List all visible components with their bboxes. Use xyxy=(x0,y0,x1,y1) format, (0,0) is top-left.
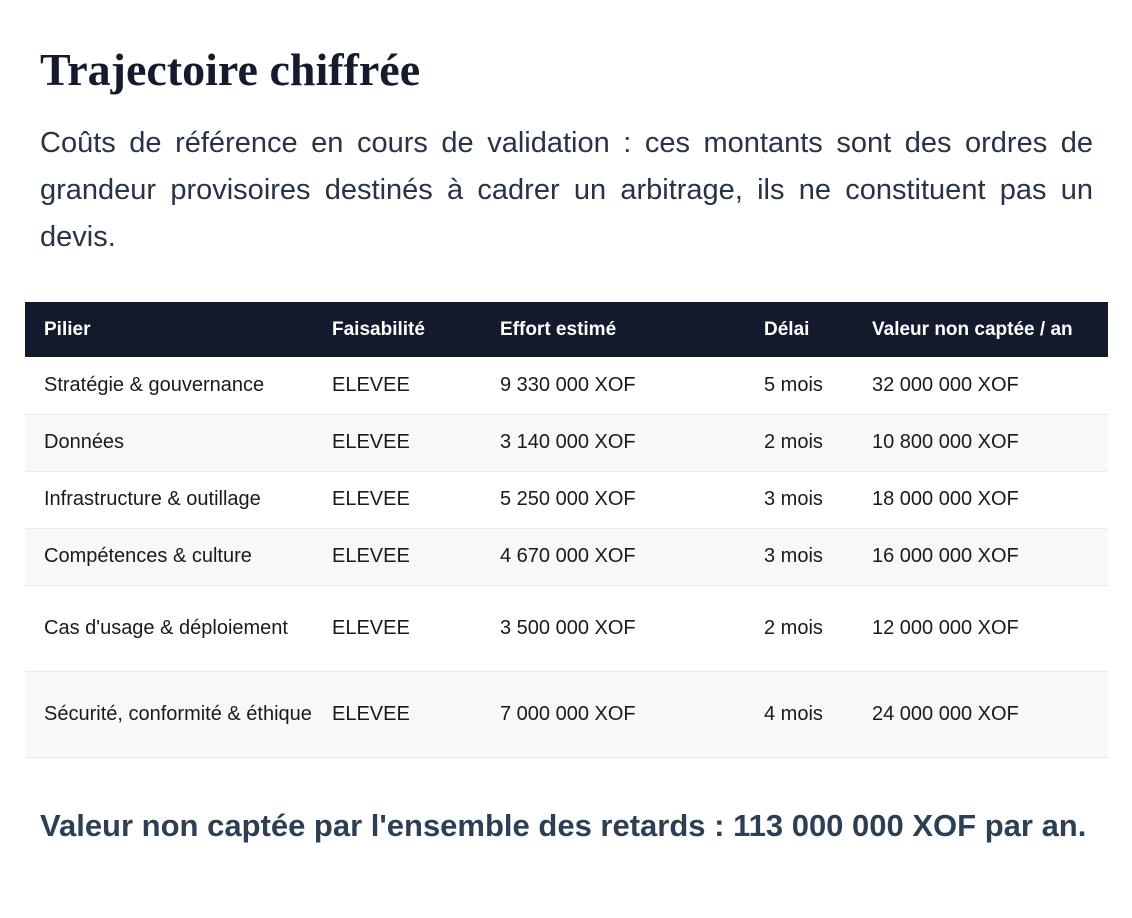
cell-faisabilite: ELEVEE xyxy=(313,414,481,471)
intro-paragraph: Coûts de référence en cours de validation : ces montants sont des ordres de grandeur provisoires destinés à cadrer un arbitrage, ils ne constituent pas un devis. xyxy=(40,127,1093,253)
cell-delai: 2 mois xyxy=(745,414,853,471)
cost-table xyxy=(25,302,1108,758)
cell-faisabilite: ELEVEE xyxy=(313,357,481,414)
cell-effort: 9 330 000 XOF xyxy=(481,357,745,414)
table-header-row xyxy=(25,302,1108,357)
header-pilier: Pilier xyxy=(25,302,313,357)
cell-delai: 5 mois xyxy=(745,357,853,414)
header-delai: Délai xyxy=(745,302,853,357)
cell-pilier: Sécurité, conformité & éthique xyxy=(25,671,313,757)
header-faisabilite: Faisabilité xyxy=(313,302,481,357)
table-row xyxy=(25,585,1108,671)
cell-valeur: 32 000 000 XOF xyxy=(853,357,1108,414)
header-valeur: Valeur non captée / an xyxy=(853,302,1108,357)
table-row xyxy=(25,414,1108,471)
cell-pilier: Infrastructure & outillage xyxy=(25,471,313,528)
cell-valeur: 18 000 000 XOF xyxy=(853,471,1108,528)
cell-delai: 3 mois xyxy=(745,528,853,585)
table-row xyxy=(25,357,1108,414)
header-effort: Effort estimé xyxy=(481,302,745,357)
cell-effort: 4 670 000 XOF xyxy=(481,528,745,585)
cell-faisabilite: ELEVEE xyxy=(313,528,481,585)
cell-effort: 3 500 000 XOF xyxy=(481,585,745,671)
cell-valeur: 12 000 000 XOF xyxy=(853,585,1108,671)
cell-delai: 3 mois xyxy=(745,471,853,528)
cell-faisabilite: ELEVEE xyxy=(313,585,481,671)
cell-valeur: 16 000 000 XOF xyxy=(853,528,1108,585)
table-row xyxy=(25,528,1108,585)
cell-delai: 4 mois xyxy=(745,671,853,757)
table-row xyxy=(25,671,1108,757)
cell-faisabilite: ELEVEE xyxy=(313,671,481,757)
cell-pilier: Données xyxy=(25,414,313,471)
table-row xyxy=(25,471,1108,528)
cell-pilier: Compétences & culture xyxy=(25,528,313,585)
page-title: Trajectoire chiffrée xyxy=(40,44,421,95)
total-summary: Valeur non captée par l'ensemble des retards : 113 000 000 XOF par an. xyxy=(40,808,1087,843)
cost-table-container xyxy=(25,302,1108,758)
cell-effort: 5 250 000 XOF xyxy=(481,471,745,528)
cell-pilier: Cas d'usage & déploiement xyxy=(25,585,313,671)
cell-valeur: 10 800 000 XOF xyxy=(853,414,1108,471)
cell-effort: 7 000 000 XOF xyxy=(481,671,745,757)
cell-pilier: Stratégie & gouvernance xyxy=(25,357,313,414)
cell-delai: 2 mois xyxy=(745,585,853,671)
cell-effort: 3 140 000 XOF xyxy=(481,414,745,471)
cell-valeur: 24 000 000 XOF xyxy=(853,671,1108,757)
cell-faisabilite: ELEVEE xyxy=(313,471,481,528)
